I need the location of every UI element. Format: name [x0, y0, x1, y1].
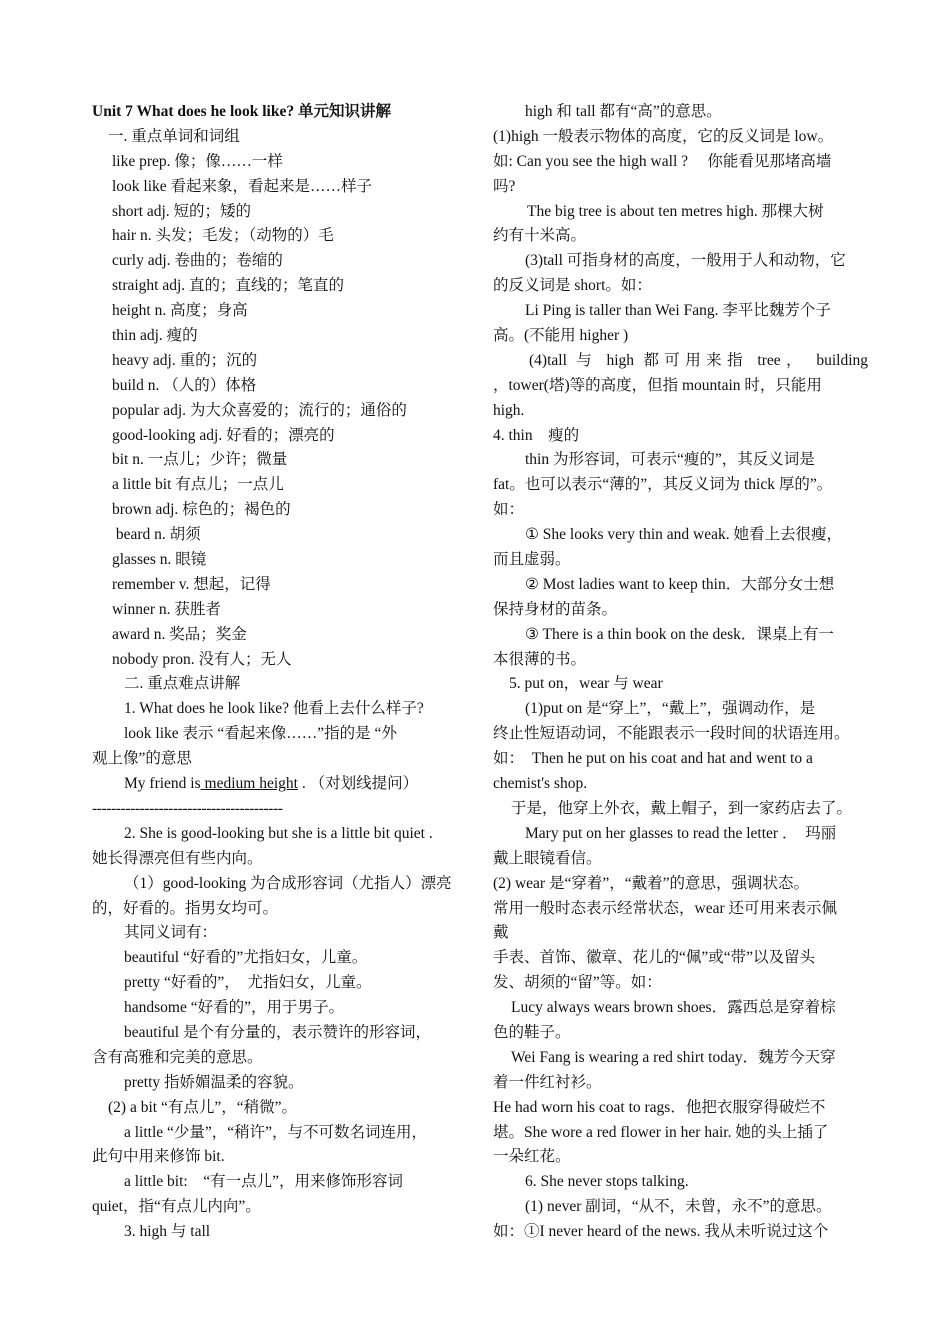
- paragraph-line: a little bit: “有一点儿”，用来修饰形容词: [124, 1173, 403, 1191]
- paragraph-line: 吗?: [493, 177, 516, 195]
- vocab-item: beard n. 胡须: [112, 526, 201, 544]
- vocab-item: hair n. 头发；毛发；（动物的）毛: [112, 227, 334, 245]
- paragraph-line: 终止性短语动词，不能跟表示一段时间的状语连用。: [493, 725, 850, 743]
- vocab-item: look like 看起来象，看起来是……样子: [112, 177, 373, 195]
- paragraph-line: 戴: [493, 924, 509, 942]
- paragraph-line: thin 为形容词，可表示“瘦的”，其反义词是: [525, 451, 815, 469]
- paragraph-line: quiet，指“有点儿内向”。: [92, 1198, 261, 1216]
- example-sentence: 如：①I never heard of the news. 我从未听说过这个: [493, 1223, 829, 1241]
- paragraph-line: 约有十米高。: [493, 227, 587, 245]
- point-3-title: 3. high 与 tall: [124, 1223, 211, 1241]
- vocab-item: award n. 奖品；奖金: [112, 625, 247, 643]
- synonym-line: beautiful “好看的”尤指妇女，儿童。: [124, 949, 368, 967]
- paragraph-line: (2) a bit “有点儿”，“稍微”。: [108, 1098, 297, 1116]
- paragraph-line: 她长得漂亮但有些内向。: [92, 849, 263, 867]
- vocab-item: thin adj. 瘦的: [112, 327, 198, 345]
- example-sentence: He had worn his coat to rags．他把衣服穿得破烂不: [493, 1098, 826, 1116]
- paragraph-line: ，tower(塔)等的高度，但指 mountain 时，只能用: [493, 376, 822, 394]
- point-2-title: 2. She is good-looking but she is a little bit quiet .: [124, 824, 433, 842]
- example-sentence: Lucy always wears brown shoes．露西总是穿着棕: [511, 999, 836, 1017]
- paragraph-line: fat。也可以表示“薄的”，其反义词为 thick 厚的”。: [493, 476, 833, 494]
- example-sentence: 如： Then he put on his coat and hat and went to a: [493, 750, 813, 768]
- paragraph-line: (4)tall 与 high 都可用来指 tree， building: [529, 351, 868, 369]
- vocab-item: winner n. 获胜者: [112, 600, 221, 618]
- paragraph-line: beautiful 是个有分量的，表示赞许的形容词，: [124, 1023, 431, 1041]
- example-sentence: Li Ping is taller than Wei Fang. 李平比魏芳个子: [525, 302, 831, 320]
- synonym-line: handsome “好看的”，用于男子。: [124, 999, 344, 1017]
- paragraph-line: high.: [493, 401, 525, 419]
- example-sentence: ② Most ladies want to keep thin．大部分女士想: [525, 575, 835, 593]
- paragraph-line: 发、胡须的“留”等。如：: [493, 974, 662, 992]
- paragraph-line: 戴上眼镜看信。: [493, 849, 602, 867]
- point-4-title: 4. thin 瘦的: [493, 426, 580, 444]
- paragraph-line: 如: Can you see the high wall ? 你能看见那堵高墙: [493, 152, 832, 170]
- paragraph-line: 着一件红衬衫。: [493, 1073, 602, 1091]
- paragraph-line: (2) wear 是“穿着”，“戴着”的意思，强调状态。: [493, 874, 809, 892]
- paragraph-line: 而且虚弱。: [493, 551, 571, 569]
- paragraph-line: 于是，他穿上外衣，戴上帽子，到一家药店去了。: [511, 799, 853, 817]
- vocab-item: height n. 高度；身高: [112, 302, 248, 320]
- vocab-item: glasses n. 眼镜: [112, 551, 207, 569]
- example-sentence: Wei Fang is wearing a red shirt today．魏芳今天穿: [511, 1048, 836, 1066]
- vocab-item: a little bit 有点儿；一点儿: [112, 476, 284, 494]
- paragraph-line: 高。(不能用 higher ): [493, 327, 629, 345]
- vocab-item: curly adj. 卷曲的；卷缩的: [112, 252, 283, 270]
- underlined-phrase: medium height: [200, 775, 298, 793]
- answer-blank-line: ----------------------------------------: [92, 799, 283, 817]
- paragraph-line: (3)tall 可指身材的高度，一般用于人和动物，它: [525, 252, 846, 270]
- paragraph-line: 其同义词有：: [124, 924, 218, 942]
- point-6-title: 6. She never stops talking.: [525, 1173, 689, 1191]
- paragraph-line: 常用一般时态表示经常状态，wear 还可用来表示佩: [493, 899, 837, 917]
- paragraph-line: (1)high 一般表示物体的高度，它的反义词是 low。: [493, 127, 834, 145]
- paragraph-line: 观上像”的意思: [92, 750, 192, 768]
- vocab-item: remember v. 想起，记得: [112, 575, 271, 593]
- vocab-item: straight adj. 直的；直线的；笔直的: [112, 277, 345, 295]
- vocab-item: like prep. 像；像……一样: [112, 152, 283, 170]
- example-sentence: Mary put on her glasses to read the letter ． 玛丽: [525, 824, 837, 842]
- paragraph-line: (1)put on 是“穿上”，“戴上”，强调动作，是: [525, 700, 816, 718]
- example-sentence: ① She looks very thin and weak. 她看上去很瘦，: [525, 526, 842, 544]
- paragraph-line: 的，好看的。指男女均可。: [92, 899, 279, 917]
- paragraph-line: high 和 tall 都有“高”的意思。: [525, 103, 722, 120]
- example-sentence: [92, 772, 462, 797]
- example-sentence: ③ There is a thin book on the desk．课桌上有一: [525, 625, 834, 643]
- paragraph-line: pretty 指娇媚温柔的容貌。: [124, 1073, 304, 1091]
- right-column: [493, 100, 868, 1245]
- paragraph-line: a little “少量”，“稍许”，与不可数名词连用，: [124, 1123, 428, 1141]
- point-1-title: 1. What does he look like? 他看上去什么样子?: [124, 700, 424, 718]
- vocab-item: heavy adj. 重的；沉的: [112, 351, 258, 369]
- document-title: Unit 7 What does he look like? 单元知识讲解: [92, 103, 391, 120]
- paragraph-line: （1）good-looking 为合成形容词（尤指人）漂亮: [124, 874, 452, 892]
- paragraph-line: 此句中用来修饰 bit.: [92, 1148, 225, 1166]
- vocab-item: build n. （人的）体格: [112, 376, 257, 394]
- paragraph-line: 保持身材的苗条。: [493, 600, 618, 618]
- vocab-item: short adj. 短的；矮的: [112, 202, 252, 220]
- paragraph-line: 含有高雅和完美的意思。: [92, 1048, 263, 1066]
- paragraph-line: look like 表示 “看起来像……”指的是 “外: [124, 725, 397, 743]
- paragraph-line: 如：: [493, 501, 525, 519]
- example-text: My friend is: [124, 775, 201, 793]
- paragraph-line: 本很薄的书。: [493, 650, 587, 668]
- point-5-title: 5. put on，wear 与 wear: [509, 675, 663, 693]
- paragraph-line: 手表、首饰、徽章、花儿的“佩”或“带”以及留头: [493, 949, 816, 967]
- vocab-item: good-looking adj. 好看的；漂亮的: [112, 426, 335, 444]
- vocab-item: brown adj. 棕色的；褐色的: [112, 501, 291, 519]
- paragraph-line: (1) never 副词，“从不，未曾，永不”的意思。: [525, 1198, 832, 1216]
- left-column: [92, 100, 462, 1245]
- vocab-item: bit n. 一点儿；少许；微量: [112, 451, 288, 469]
- synonym-line: pretty “好看的”， 尤指妇女，儿童。: [124, 974, 372, 992]
- paragraph-line: 一朵红花。: [493, 1148, 571, 1166]
- paragraph-line: 色的鞋子。: [493, 1023, 571, 1041]
- section-heading-key-points: 二. 重点难点讲解: [124, 675, 241, 693]
- paragraph-line: chemist's shop.: [493, 775, 588, 793]
- vocab-item: popular adj. 为大众喜爱的；流行的；通俗的: [112, 401, 407, 419]
- vocab-item: nobody pron. 没有人；无人: [112, 650, 292, 668]
- example-sentence: 堪。She wore a red flower in her hair. 她的头上插了: [493, 1123, 829, 1141]
- example-sentence: The big tree is about ten metres high. 那棵大树: [527, 202, 824, 220]
- example-instruction: . （对划线提问）: [297, 775, 419, 793]
- section-heading-vocabulary: 一. 重点单词和词组: [108, 127, 240, 145]
- paragraph-line: 的反义词是 short。如：: [493, 277, 652, 295]
